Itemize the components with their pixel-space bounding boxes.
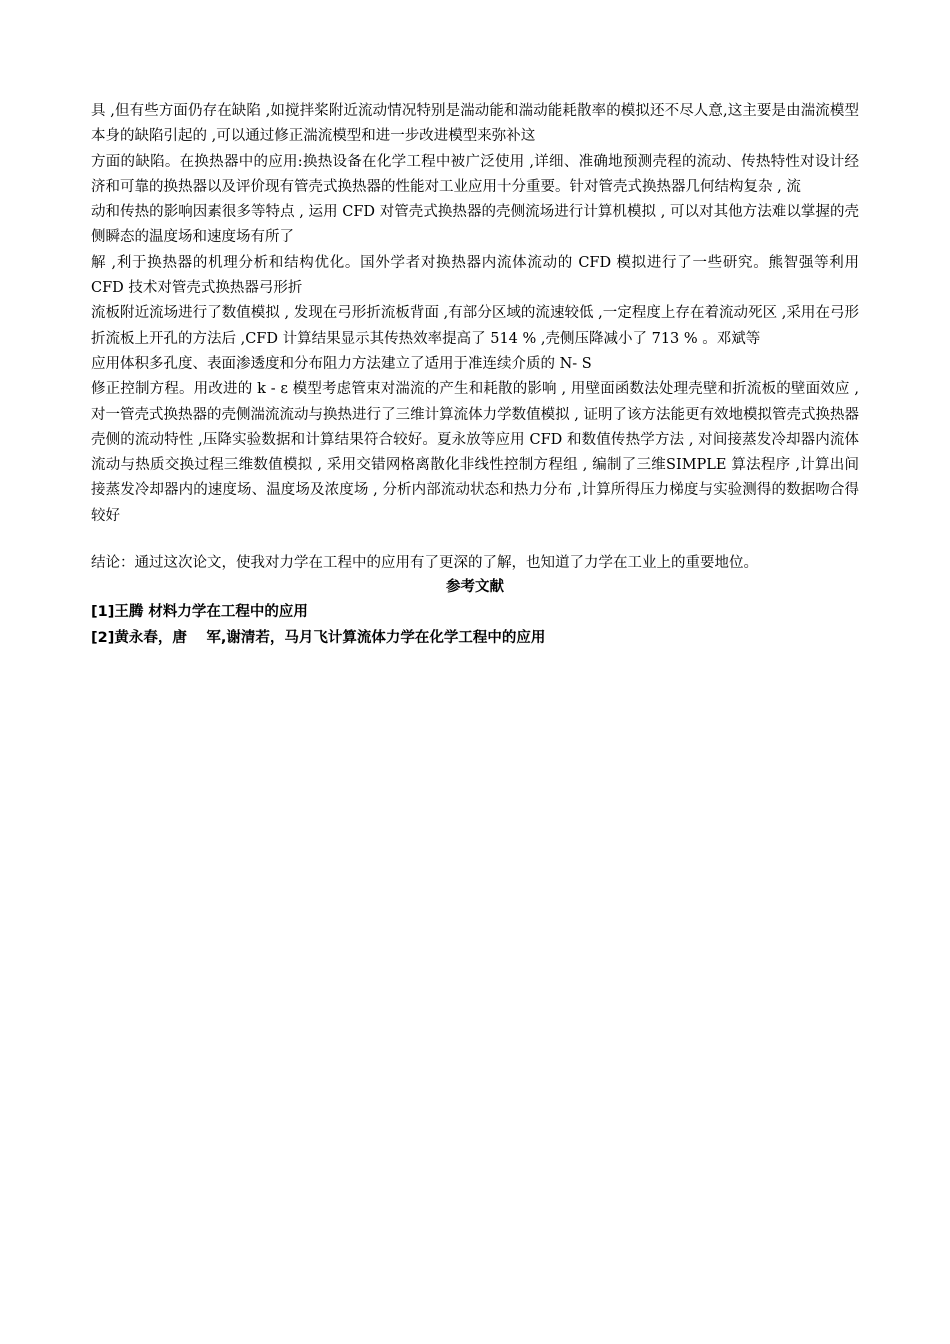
references-title: 参考文献 <box>446 579 504 596</box>
spacer <box>91 529 859 551</box>
body-paragraph-7: 修正控制方程。用改进的 k - ε 模型考虑管束对湍流的产生和耗散的影响 , 用壁面函数法处理壳壁和折流板的壁面效应 , 对一管壳式换热器的壳侧湍流流动与换热进行了三维计算流体力学数值模拟 , 证明了该方法能更有效地模拟管壳式换热器壳侧的流动特性 ,压降实验数据和计算结果符合较好。夏永放等应用 CFD 和数值传热学方法 , 对间接蒸发冷却器内流体流动与热质交换过程三维数值模拟 , 采用交错网格离散化非线性控制方程组 , 编制了三维SIMPLE 算法程序 ,计算出间接蒸发冷却器内的速度场、温度场及浓度场 , 分析内部流动状态和热力分布 ,计算所得压力梯度与实验测得的数据吻合得较好 <box>91 381 859 524</box>
body-paragraph-5: 流板附近流场进行了数值模拟 , 发现在弓形折流板背面 ,有部分区域的流速较低 ,一定程度上存在着流动死区 ,采用在弓形折流板上开孔的方法后 ,CFD 计算结果显示其传热效率提高了 514 % ,壳侧压降减小了 713 % 。邓斌等 <box>91 305 859 347</box>
body-paragraph-3: 动和传热的影响因素很多等特点 , 运用 CFD 对管壳式换热器的壳侧流场进行计算机模拟 , 可以对其他方法难以掌握的壳侧瞬态的温度场和速度场有所了 <box>91 204 859 246</box>
body-paragraph-6: 应用体积多孔度、表面渗透度和分布阻力方法建立了适用于准连续介质的 N- S <box>91 355 592 372</box>
reference-item-2: [2]黄永春，唐 军,谢清若，马月飞计算流体力学在化学工程中的应用 <box>91 630 546 647</box>
body-paragraph-4: 解 ,利于换热器的机理分析和结构优化。国外学者对换热器内流体流动的 CFD 模拟进行了一些研究。熊智强等利用 CFD 技术对管壳式换热器弓形折 <box>91 254 859 297</box>
conclusion-paragraph: 结论：通过这次论文，使我对力学在工程中的应用有了更深的了解，也知道了力学在工业上的重要地位。 <box>91 555 758 572</box>
body-paragraph-2: 方面的缺陷。在换热器中的应用:换热设备在化学工程中被广泛使用 ,详细、准确地预测壳程的流动、传热特性对设计经济和可靠的换热器以及评价现有管壳式换热器的性能对工业应用十分重要。针对管壳式换热器几何结构复杂 , 流 <box>91 153 859 195</box>
document-page <box>91 99 859 651</box>
reference-item-1: [1]王腾 材料力学在工程中的应用 <box>91 604 308 621</box>
body-paragraph-1: 具 ,但有些方面仍存在缺陷 ,如搅拌桨附近流动情况特别是湍动能和湍动能耗散率的模拟还不尽人意,这主要是由湍流模型本身的缺陷引起的 ,可以通过修正湍流模型和进一步改进模型来弥补这 <box>91 103 859 145</box>
